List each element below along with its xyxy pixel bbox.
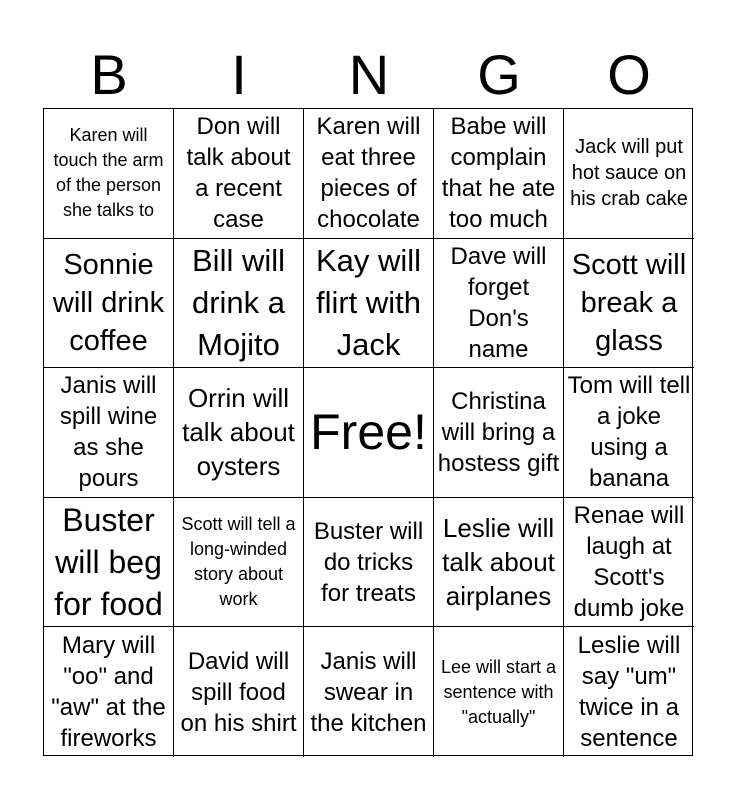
bingo-cell-n5[interactable] [304, 627, 434, 757]
bingo-card-grid [43, 108, 693, 756]
bingo-cell-n4[interactable] [304, 498, 434, 628]
bingo-cell-n1[interactable] [304, 109, 434, 239]
bingo-cell-text: Lee will start a sentence with "actually" [440, 656, 557, 727]
bingo-cell-b5[interactable] [44, 627, 174, 757]
bingo-cell-i4[interactable] [174, 498, 304, 628]
bingo-cell-text: Orrin will talk about oysters [182, 383, 295, 482]
bingo-cell-text: Mary will "oo" and "aw" at the fireworks [51, 632, 166, 753]
bingo-cell-text: Scott will tell a long-winded story about work [181, 514, 296, 610]
bingo-cell-text: Leslie will say "um" twice in a sentence [577, 632, 681, 753]
bingo-cell-text: Jack will put hot sauce on his crab cake [570, 136, 688, 211]
bingo-cell-g3[interactable] [434, 368, 564, 498]
bingo-cell-text: Karen will touch the arm of the person she talks to [53, 125, 164, 221]
bingo-cell-b3[interactable] [44, 368, 174, 498]
bingo-cell-o4[interactable] [564, 498, 694, 628]
bingo-cell-b1[interactable] [44, 109, 174, 239]
bingo-cell-b2[interactable] [44, 239, 174, 369]
bingo-cell-text: Janis will spill wine as she pours [59, 372, 158, 493]
header-letter-n: N [348, 43, 390, 106]
bingo-cell-g1[interactable] [434, 109, 564, 239]
bingo-cell-text: Don will talk about a recent case [186, 113, 291, 234]
bingo-header [44, 44, 694, 106]
bingo-cell-i3[interactable] [174, 368, 304, 498]
bingo-cell-free[interactable] [304, 368, 434, 498]
bingo-cell-b4[interactable] [44, 498, 174, 628]
bingo-cell-i5[interactable] [174, 627, 304, 757]
bingo-cell-text: Christina will bring a hostess gift [437, 387, 560, 477]
bingo-cell-i2[interactable] [174, 239, 304, 369]
bingo-cell-text: Babe will complain that he ate too much [441, 113, 556, 234]
bingo-cell-text: Dave will forget Don's name [450, 242, 547, 363]
bingo-cell-o5[interactable] [564, 627, 694, 757]
bingo-cell-text: Karen will eat three pieces of chocolate [316, 113, 421, 234]
bingo-cell-text: Tom will tell a joke using a banana [567, 372, 691, 493]
free-space-label: Free! [310, 404, 427, 461]
bingo-cell-text: Buster will beg for food [54, 502, 163, 623]
bingo-cell-i1[interactable] [174, 109, 304, 239]
bingo-cell-g5[interactable] [434, 627, 564, 757]
bingo-cell-n2[interactable] [304, 239, 434, 369]
header-letter-b: B [90, 43, 128, 106]
bingo-cell-text: Kay will flirt with Jack [315, 242, 422, 362]
bingo-cell-text: Buster will do tricks for treats [313, 517, 424, 607]
bingo-cell-o2[interactable] [564, 239, 694, 369]
bingo-cell-text: Leslie will talk about airplanes [442, 513, 555, 612]
header-letter-g: G [477, 43, 521, 106]
bingo-cell-text: Renae will laugh at Scott's dumb joke [573, 502, 685, 623]
bingo-cell-text: Sonnie will drink coffee [52, 248, 165, 357]
bingo-cell-text: Scott will break a glass [571, 248, 687, 357]
bingo-cell-text: David will spill food on his shirt [180, 647, 297, 737]
bingo-cell-o3[interactable] [564, 368, 694, 498]
header-letter-o: O [607, 43, 651, 106]
bingo-cell-o1[interactable] [564, 109, 694, 239]
header-letter-i: I [231, 43, 247, 106]
bingo-cell-g2[interactable] [434, 239, 564, 369]
bingo-cell-text: Janis will swear in the kitchen [310, 647, 427, 737]
bingo-cell-text: Bill will drink a Mojito [191, 242, 286, 362]
bingo-cell-g4[interactable] [434, 498, 564, 628]
